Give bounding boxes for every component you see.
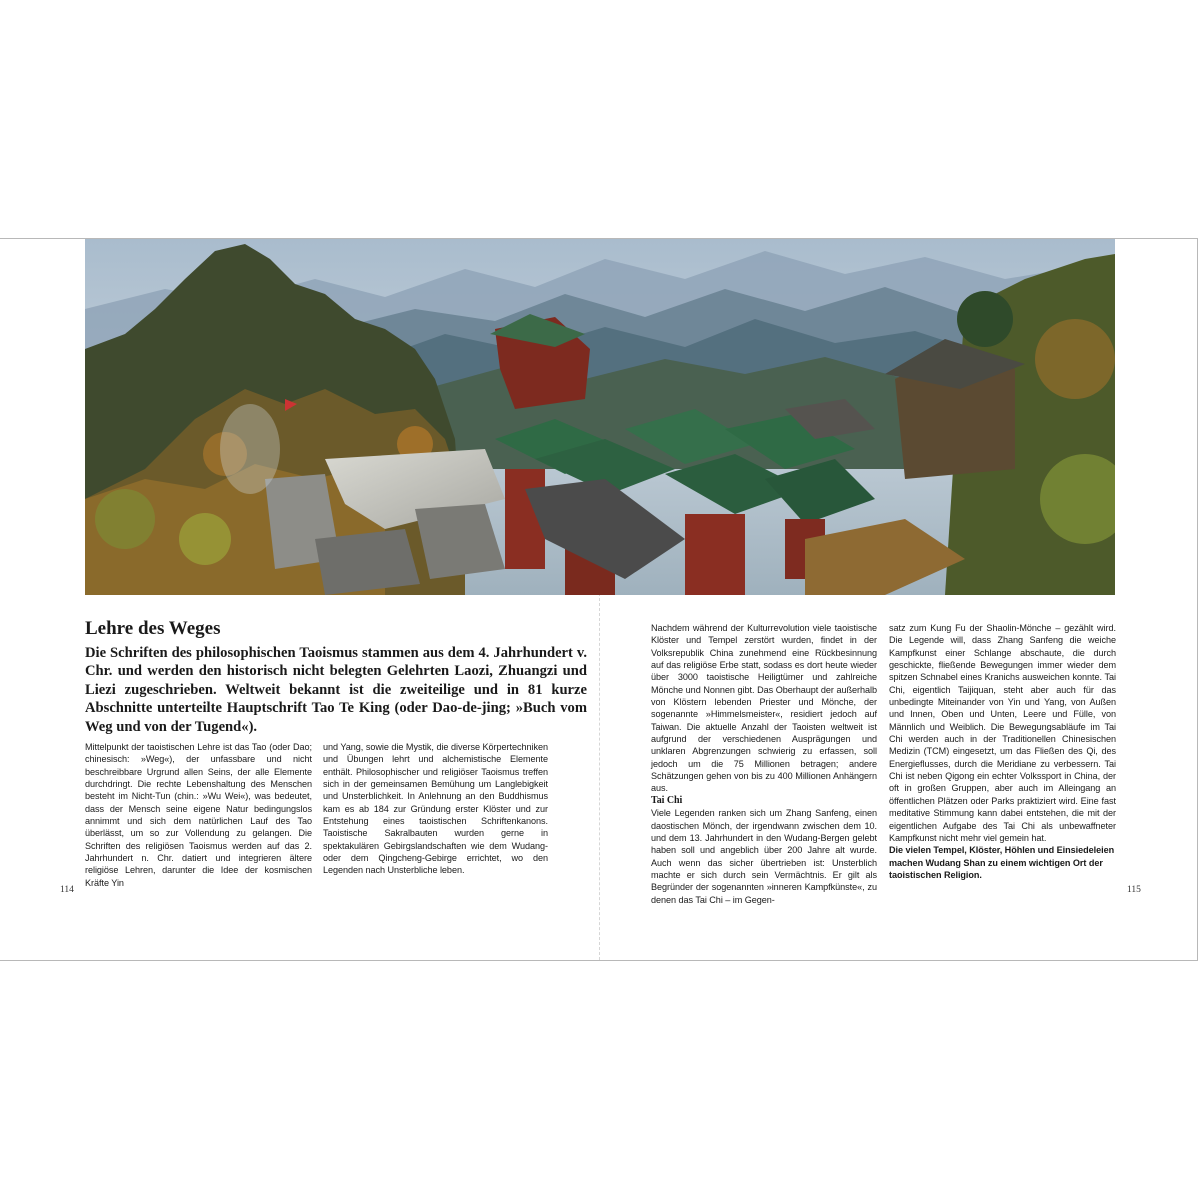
temple-mountain-photo [85, 239, 1115, 595]
body-text: Mittelpunkt der taoistischen Lehre ist das Tao (oder Dao; chinesisch: »Weg«), der unfassbare und nicht beschreibbare Urgrund allen Seins, der alle Elemente durchdringt. Die rechte Lebenshaltung des Menschen besteht im Nicht-Tun (chin.: »Wu Wei«), was bedeutet, dass der Mensch seine eigene Natur bedingungslos annimmt und sich dem natürlichen Lauf des Tao überlässt, um so zur Vollendung zu gelangen. Die Schriften des religiösen Taoismus werden auf das 2. Jahrhundert n. Chr. datiert und integrieren ältere religiöse Lehren, darunter die Idee der kosmischen Kräfte Yin [85, 742, 312, 888]
article-heading: Lehre des Weges [85, 618, 221, 639]
article-lead: Die Schriften des philosophischen Taoismus stammen aus dem 4. Jahrhundert v. Chr. und werden den historisch nicht belegten Gelehrten Laozi, Zhuangzi und Liezi zugeschrieben. Weltweit bekannt ist die zweiteilige und in 81 kurze Abschnitte unterteilte Hauptschrift Tao Te King (oder Dao-de-jing; »Buch vom Weg und von der Tugend«). [85, 645, 587, 735]
body-text: Nachdem während der Kulturrevolution viele taoistische Klöster und Tempel zerstört wurden, findet in der Volksrepublik China zunehmend eine Rückbesinnung auf das religiöse Erbe statt, sodass es dort heute wieder über 3000 taoistische Heiligtümer und zahlreiche Mönche und Nonnen gibt. Das Oberhaupt der außerhalb von Klöstern lebenden Priester und Mönche, der sogenannte »Himmelsmeister«, residiert jedoch auf Taiwan. Die aktuelle Anzahl der Taoisten weltweit ist aufgrund der verschiedenen Ausprägungen und unklaren Abgrenzungen schwierig zu erfassen, soll jedoch um die 75 Millionen betragen; andere Schätzungen gehen von bis zu 400 Millionen Anhängern aus. [651, 623, 877, 794]
body-text: und Yang, sowie die Mystik, die diverse Körpertechniken und Übungen lehrt und alchemistische Elemente enthält. Philosophischer und religiöser Taoismus treffen sich in der gemeinsamen Bemühung um Langlebigkeit und Unsterblichkeit. In Anlehnung an den Buddhismus kam es ab 184 zur Gründung erster Klöster und zur Entstehung eines taoistischen Schriftenkanons. Taoistische Sakralbauten wurden gerne in spektakulären Gebirgslandschaften wie dem Wudang- oder dem Qingcheng-Gebirge errichtet, wo den Legenden nach Unsterbliche leben. [323, 742, 548, 876]
body-text: satz zum Kung Fu der Shaolin-Mönche – gezählt wird. Die Legende will, dass Zhang Sanfeng die weiche Kampfkunst einer Schlange abschaute, die durch geschickte, fließende Bewegungen immer wieder dem spitzen Schnabel eines Kranichs ausweichen konnte. Tai Chi, eigentlich Taijiquan, steht aber auch für das unbedingte Miteinander von Yin und Yang, von Außen und Innen, Oben und Unten, Leere und Fülle, von Männlich und Weiblich. Die Bewegungsabläufe im Tai Chi werden auch in der Traditionellen Chinesischen Medizin (TCM) eingesetzt, um das Fließen des Qi, des Energieflusses, durch die Meridiane zu verbessern. Tai Chi ist neben Qigong ein echter Volkssport in China, der oft in großen Gruppen, aber auch im Alleingang an öffentlichen Plätzen oder Parks praktiziert wird. Eine fast meditative Stimmung kann dabei entstehen, die mit der eigentlichen Aufgabe des Tai Chi als unbewaffneter Kampfkunst nicht mehr viel gemein hat. [889, 623, 1116, 843]
page-number-right: 115 [1127, 885, 1141, 895]
page-number-left: 114 [60, 885, 74, 895]
photo-caption: Die vielen Tempel, Klöster, Höhlen und Einsiedeleien machen Wudang Shan zu einem wichtigen Ort der taoistischen Religion. [889, 845, 1115, 880]
section-subheading: Tai Chi [651, 794, 683, 806]
text-column-3 [651, 622, 877, 906]
text-column-1 [85, 741, 312, 889]
text-column-4 [889, 622, 1116, 881]
body-text: Viele Legenden ranken sich um Zhang Sanfeng, einen daostischen Mönch, der irgendwann zwischen dem 10. und dem 13. Jahrhundert in den Wudang-Bergen gelebt haben soll und angeblich über 200 Jahre alt wurde. Auch wenn das sicher übertrieben ist: Unsterblich machte er sich durch sein Vermächtnis. Er gilt als Begründer der sogenannten »inneren Kampfkünste«, zu denen das Tai Chi – im Gegen- [651, 808, 877, 905]
book-spread [0, 238, 1198, 961]
panorama-photo [85, 239, 1115, 595]
text-column-2 [323, 741, 548, 877]
